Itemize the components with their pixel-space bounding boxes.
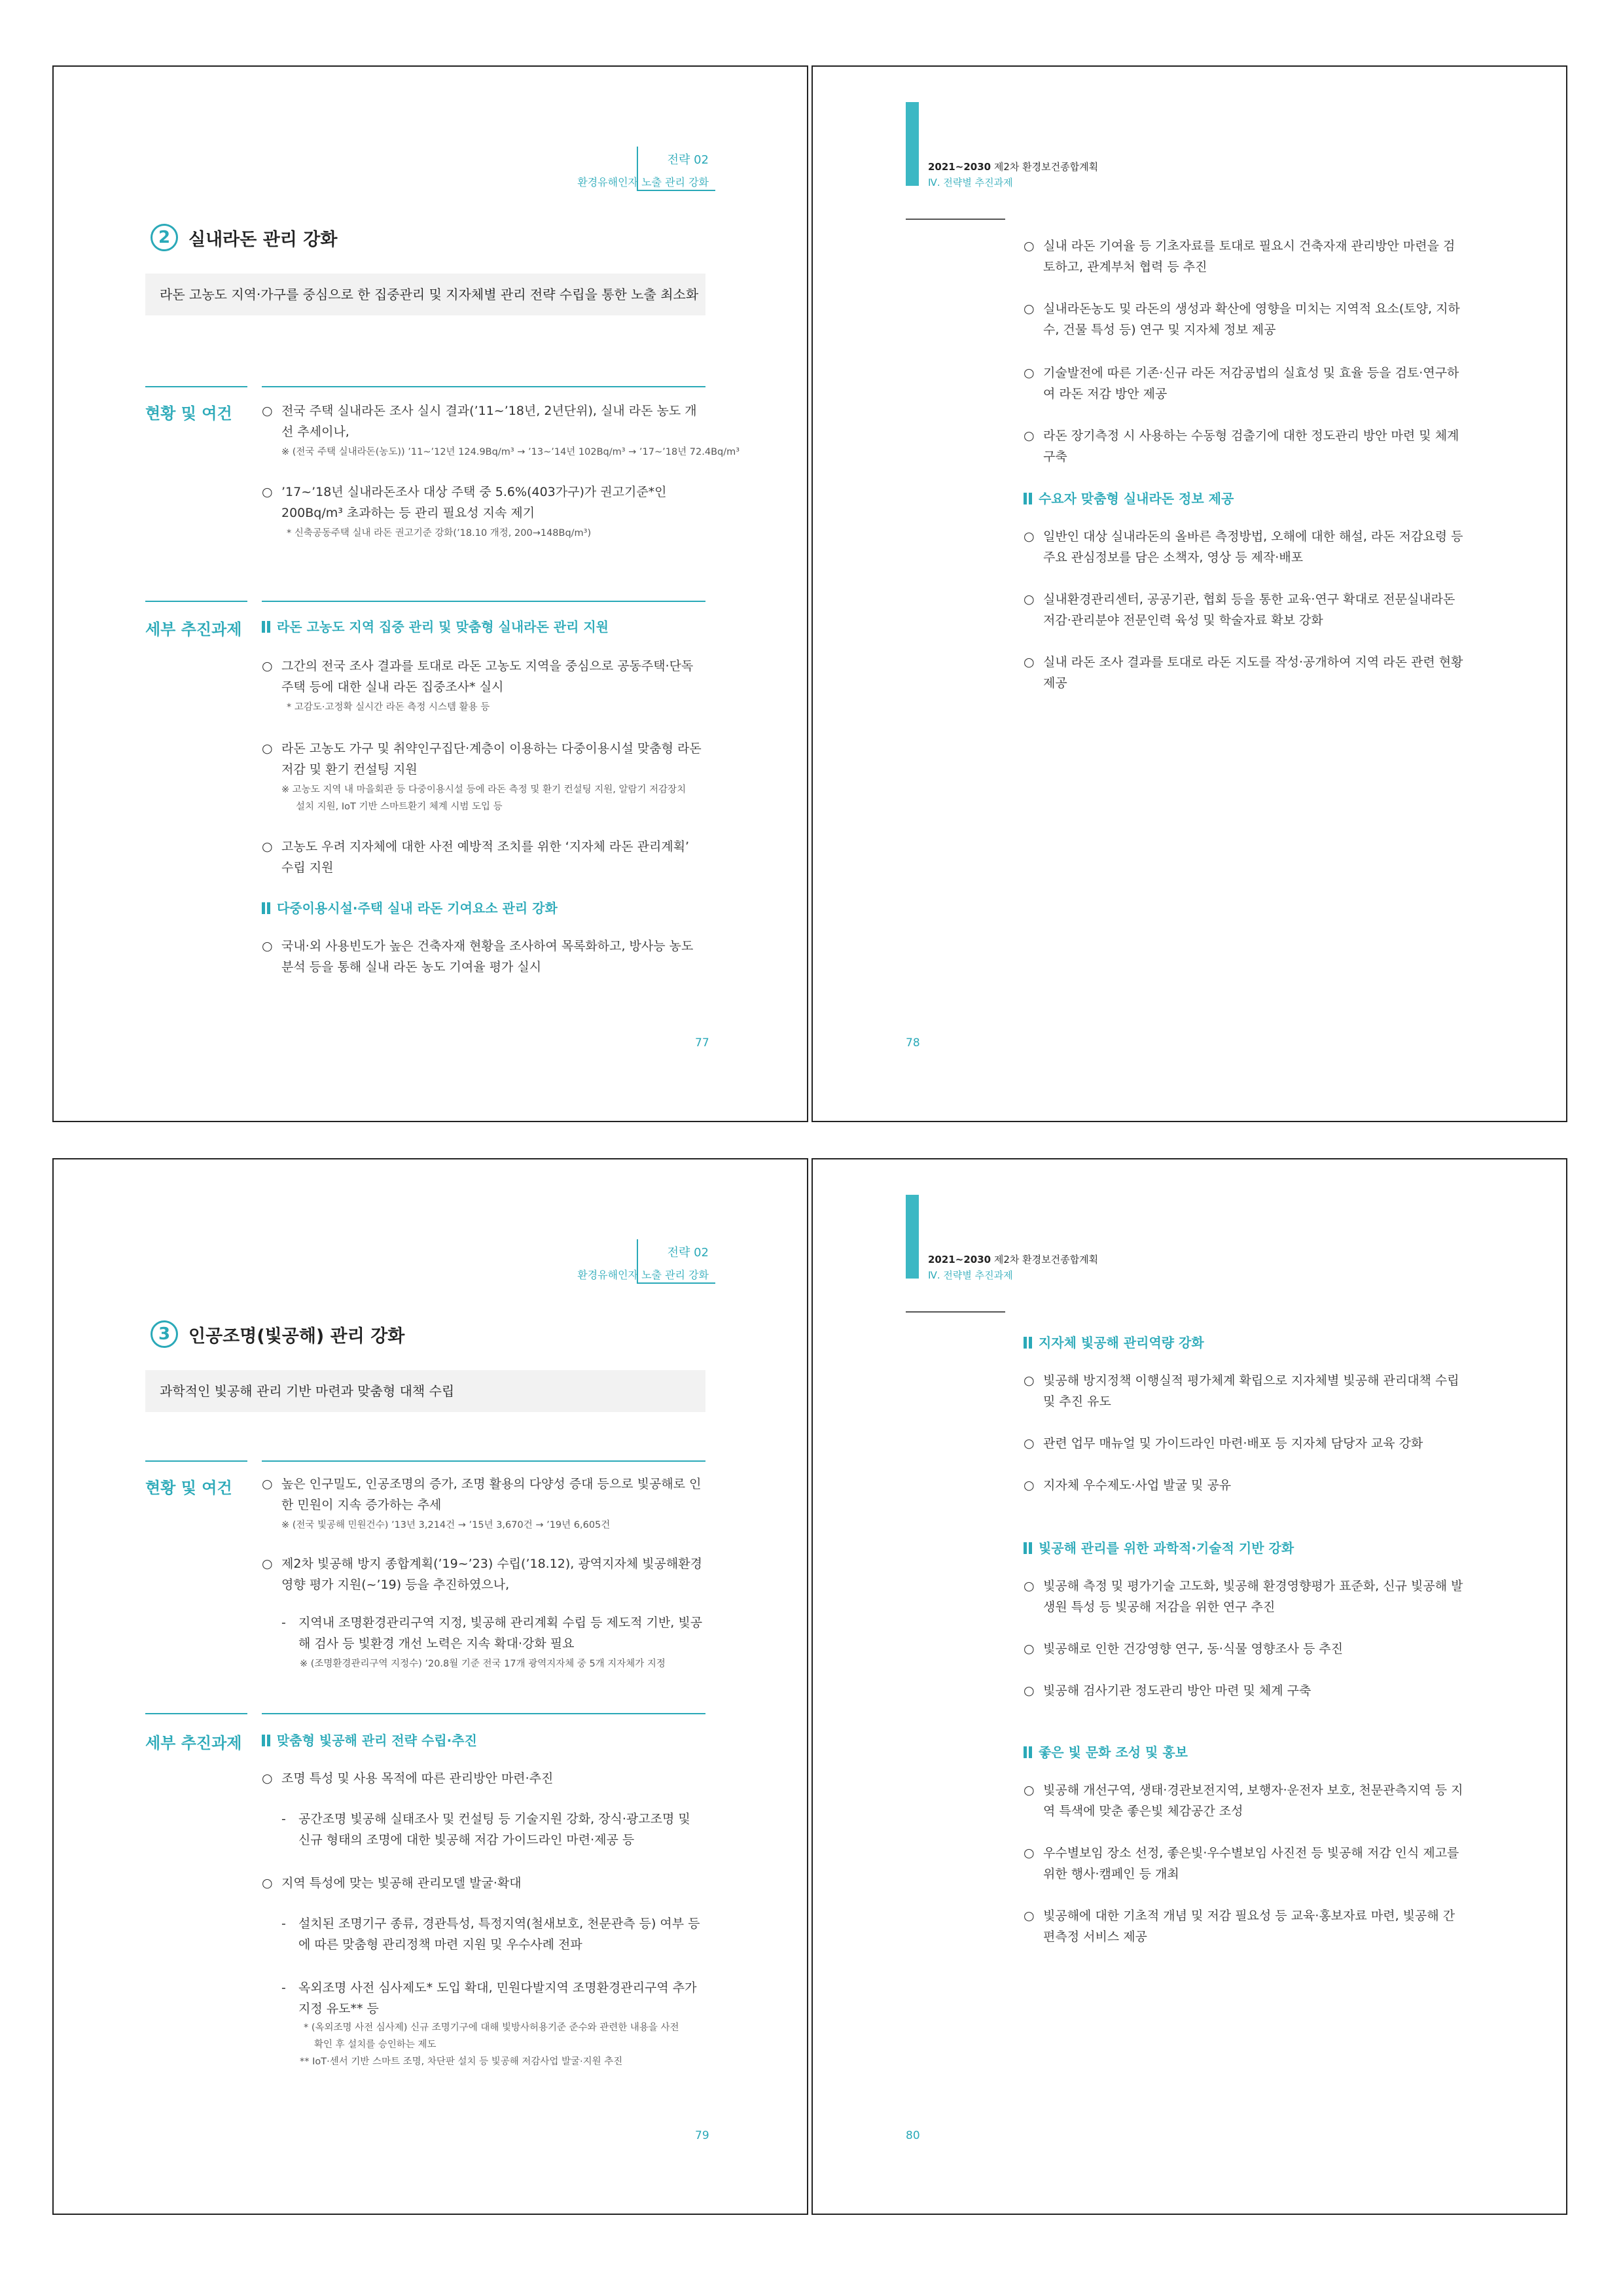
list-item: ○ 실내 라돈 기여율 등 기초자료를 토대로 필요시 건축자재 관리방안 마련을 검토하고, 관계부처 협력 등 추진 xyxy=(1024,239,1455,274)
header-plan: 2021~2030 제2차 환경보건종합계획 xyxy=(928,161,1099,173)
list-item: ○ 국내·외 사용빈도가 높은 건축자재 현황을 조사하여 목록화하고, 방사능 농도 분석 등을 통해 실내 라돈 농도 기여율 평가 실시 xyxy=(262,939,694,974)
divider xyxy=(145,601,247,602)
page-77 xyxy=(52,65,808,1122)
divider xyxy=(906,1311,1005,1313)
list-item: - 설치된 조명기구 종류, 경관특성, 특정지역(철새보호, 천문관측 등) 여부 등에 따른 맞춤형 관리정책 마련 지원 및 우수사례 전파 xyxy=(281,1916,700,1952)
page-78 xyxy=(812,65,1567,1122)
list-item: ○ 높은 인구밀도, 인공조명의 증가, 조명 활용의 다양성 증대 등으로 빛공해로 인한 민원이 지속 증가하는 추세 xyxy=(262,1477,702,1512)
divider xyxy=(145,386,247,387)
list-item: - 공간조명 빛공해 실태조사 및 컨설팅 등 기술지원 강화, 장식·광고조명 및 신규 형태의 조명에 대한 빛공해 저감 가이드라인 마련·제공 등 xyxy=(281,1812,690,1847)
section-number: 2 xyxy=(151,224,178,251)
list-item: ○ 라돈 고농도 가구 및 취약인구집단·계층이 이용하는 다중이용시설 맞춤형 라돈 저감 및 환기 컨설팅 지원 xyxy=(262,741,702,777)
label-status: 현황 및 여건 xyxy=(145,404,232,423)
note: * (옥외조명 사전 심사제) 신규 조명기구에 대해 빛방사허용기준 준수와 관련한 내용을 사전 xyxy=(304,2022,679,2033)
note: ※ (전국 빛공해 민원건수) ’13년 3,214건 → ’15년 3,670건 → ’19년 6,605건 xyxy=(281,1520,611,1530)
header-plan: 2021~2030 제2차 환경보건종합계획 xyxy=(928,1254,1099,1265)
list-item: ○ 라돈 장기측정 시 사용하는 수동형 검출기에 대한 정도관리 방안 마련 및 체계 구축 xyxy=(1024,429,1459,464)
note: ** IoT·센서 기반 스마트 조명, 차단판 설치 등 빛공해 저감사업 발굴·지원 추진 xyxy=(300,2057,623,2067)
list-item: ○ 제2차 빛공해 방지 종합계획(’19~’23) 수립(’18.12), 광역지자체 빛공해환경영향 평가 지원(~’19) 등을 추진하였으나, xyxy=(262,1557,702,1592)
list-item: ○ 고농도 우려 지자체에 대한 사전 예방적 조치를 위한 ‘지자체 라돈 관리계획’ 수립 지원 xyxy=(262,839,690,875)
header-strategy-title: 환경유해인자 노출 관리 강화 xyxy=(577,1269,709,1281)
subheading: 맞춤형 빛공해 관리 전략 수립·추진 xyxy=(262,1730,477,1749)
list-item: ○ 빛공해로 인한 건강영향 연구, 동·식물 영향조사 등 추진 xyxy=(1024,1642,1344,1656)
list-item: ○ 빛공해 개선구역, 생태·경관보전지역, 보행자·운전자 보호, 천문관측지역 등 지역 특색에 맞춘 좋은빛 체감공간 조성 xyxy=(1024,1783,1463,1818)
subheading: 좋은 빛 문화 조성 및 홍보 xyxy=(1024,1742,1188,1761)
note: * 고감도·고정확 실시간 라돈 측정 시스템 활용 등 xyxy=(287,702,490,713)
list-item: ○ 실내 라돈 조사 결과를 토대로 라돈 지도를 작성·공개하여 지역 라돈 관련 현황 제공 xyxy=(1024,655,1463,690)
section-number: 3 xyxy=(151,1320,178,1348)
subheading: 다중이용시설·주택 실내 라돈 기여요소 관리 강화 xyxy=(262,898,558,917)
list-item: ○ 실내환경관리센터, 공공기관, 협회 등을 통한 교육·연구 확대로 전문실내라돈 저감·관리분야 전문인력 육성 및 학술자료 확보 강화 xyxy=(1024,592,1455,627)
list-item: ○ 우수별보임 장소 선정, 좋은빛·우수별보임 사진전 등 빛공해 저감 인식 제고를 위한 행사·캠페인 등 개최 xyxy=(1024,1846,1459,1881)
header-strategy-title: 환경유해인자 노출 관리 강화 xyxy=(577,176,709,188)
list-item: ○ 일반인 대상 실내라돈의 올바른 측정방법, 오해에 대한 해설, 라돈 저감요령 등 주요 관심정보를 담은 소책자, 영상 등 제작·배포 xyxy=(1024,529,1463,565)
header-tab xyxy=(906,102,919,186)
note: ※ (조명환경관리구역 지정수) ’20.8월 기준 전국 17개 광역지자체 중 5개 지자체가 지정 xyxy=(300,1659,666,1669)
list-item: ○ 기술발전에 따른 기존·신규 라돈 저감공법의 실효성 및 효율 등을 검토·연구하여 라돈 저감 방안 제공 xyxy=(1024,366,1459,401)
note: 확인 후 설치를 승인하는 제도 xyxy=(314,2040,437,2050)
divider xyxy=(145,1713,247,1714)
header-strategy: 전략 02 xyxy=(667,1246,709,1260)
page-number: 80 xyxy=(906,2129,920,2142)
list-item: ○ 실내라돈농도 및 라돈의 생성과 확산에 영향을 미치는 지역적 요소(토양, 지하수, 건물 특성 등) 연구 및 지자체 정보 제공 xyxy=(1024,302,1460,337)
list-item: ○ 지역 특성에 맞는 빛공해 관리모델 발굴·확대 xyxy=(262,1876,522,1890)
section-title: 실내라돈 관리 강화 xyxy=(188,230,338,250)
section-title: 인공조명(빛공해) 관리 강화 xyxy=(188,1326,405,1347)
subheading: 지자체 빛공해 관리역량 강화 xyxy=(1024,1332,1204,1351)
subheading: 빛공해 관리를 위한 과학적·기술적 기반 강화 xyxy=(1024,1538,1294,1557)
section-summary: 과학적인 빛공해 관리 기반 마련과 맞춤형 대책 수립 xyxy=(145,1370,705,1412)
page-number: 79 xyxy=(695,2129,709,2142)
header-strategy: 전략 02 xyxy=(667,153,709,167)
list-item: ○ 빛공해에 대한 기초적 개념 및 저감 필요성 등 교육·홍보자료 마련, 빛공해 간편측정 서비스 제공 xyxy=(1024,1909,1455,1944)
list-item: ○ 전국 주택 실내라돈 조사 실시 결과(’11~’18년, 2년단위), 실내 라돈 농도 개선 추세이나, xyxy=(262,404,697,439)
note: * 신축공동주택 실내 라돈 권고기준 강화(’18.10 개정, 200→148Bq/m³) xyxy=(287,528,592,539)
section-summary: 라돈 고농도 지역·가구를 중심으로 한 집중관리 및 지자체별 관리 전략 수립을 통한 노출 최소화 xyxy=(145,274,705,315)
page-number: 77 xyxy=(695,1036,709,1050)
header-tab xyxy=(906,1195,919,1279)
subheading: 라돈 고농도 지역 집중 관리 및 맞춤형 실내라돈 관리 지원 xyxy=(262,616,609,635)
divider xyxy=(906,219,1005,220)
list-item: - 지역내 조명환경관리구역 지정, 빛공해 관리계획 수립 등 제도적 기반, 빛공해 검사 등 빛환경 개선 노력은 지속 확대·강화 필요 xyxy=(281,1616,703,1651)
divider xyxy=(262,601,705,602)
note: ※ (전국 주택 실내라돈(농도)) ’11~’12년 124.9Bq/m³ → ’13~’14년 102Bq/m³ → ’17~’18년 72.4Bq/m³ xyxy=(281,447,740,457)
note: 설치 지원, IoT 기반 스마트환기 체계 시범 도입 등 xyxy=(296,802,503,812)
list-item: ○ 빛공해 방지정책 이행실적 평가체계 확립으로 지자체별 빛공해 관리대책 수립 및 추진 유도 xyxy=(1024,1373,1459,1409)
list-item: - 옥외조명 사전 심사제도* 도입 확대, 민원다발지역 조명환경관리구역 추가지정 유도** 등 xyxy=(281,1981,697,2016)
label-tasks: 세부 추진과제 xyxy=(145,1734,242,1752)
subheading: 수요자 맞춤형 실내라돈 정보 제공 xyxy=(1024,488,1234,507)
divider xyxy=(262,386,705,387)
header-chapter: Ⅳ. 전략별 추진과제 xyxy=(928,1269,1013,1281)
note: ※ 고농도 지역 내 마을회관 등 다중이용시설 등에 라돈 측정 및 환기 컨설팅 지원, 알람기 저감장치 xyxy=(281,785,687,795)
list-item: ○ 관련 업무 매뉴얼 및 가이드라인 마련·배포 등 지자체 담당자 교육 강화 xyxy=(1024,1436,1423,1451)
header-chapter: Ⅳ. 전략별 추진과제 xyxy=(928,177,1013,188)
divider xyxy=(262,1460,705,1462)
label-status: 현황 및 여건 xyxy=(145,1479,232,1497)
divider xyxy=(262,1713,705,1714)
list-item: ○ 빛공해 검사기관 정도관리 방안 마련 및 체계 구축 xyxy=(1024,1684,1311,1698)
divider xyxy=(145,1460,247,1462)
page-79 xyxy=(52,1158,808,2215)
page-number: 78 xyxy=(906,1036,920,1050)
list-item: ○ 지자체 우수제도·사업 발굴 및 공유 xyxy=(1024,1478,1232,1492)
list-item: ○ 조명 특성 및 사용 목적에 따른 관리방안 마련·추진 xyxy=(262,1771,554,1786)
list-item: ○ ’17~’18년 실내라돈조사 대상 주택 중 5.6%(403가구)가 권고기준*인 200Bq/m³ 초과하는 등 관리 필요성 지속 제기 xyxy=(262,485,667,520)
list-item: ○ 빛공해 측정 및 평가기술 고도화, 빛공해 환경영향평가 표준화, 신규 빛공해 발생원 특성 등 빛공해 저감을 위한 연구 추진 xyxy=(1024,1579,1463,1614)
page-80 xyxy=(812,1158,1567,2215)
label-tasks: 세부 추진과제 xyxy=(145,620,242,639)
list-item: ○ 그간의 전국 조사 결과를 토대로 라돈 고농도 지역을 중심으로 공동주택·단독주택 등에 대한 실내 라돈 집중조사* 실시 xyxy=(262,659,694,694)
